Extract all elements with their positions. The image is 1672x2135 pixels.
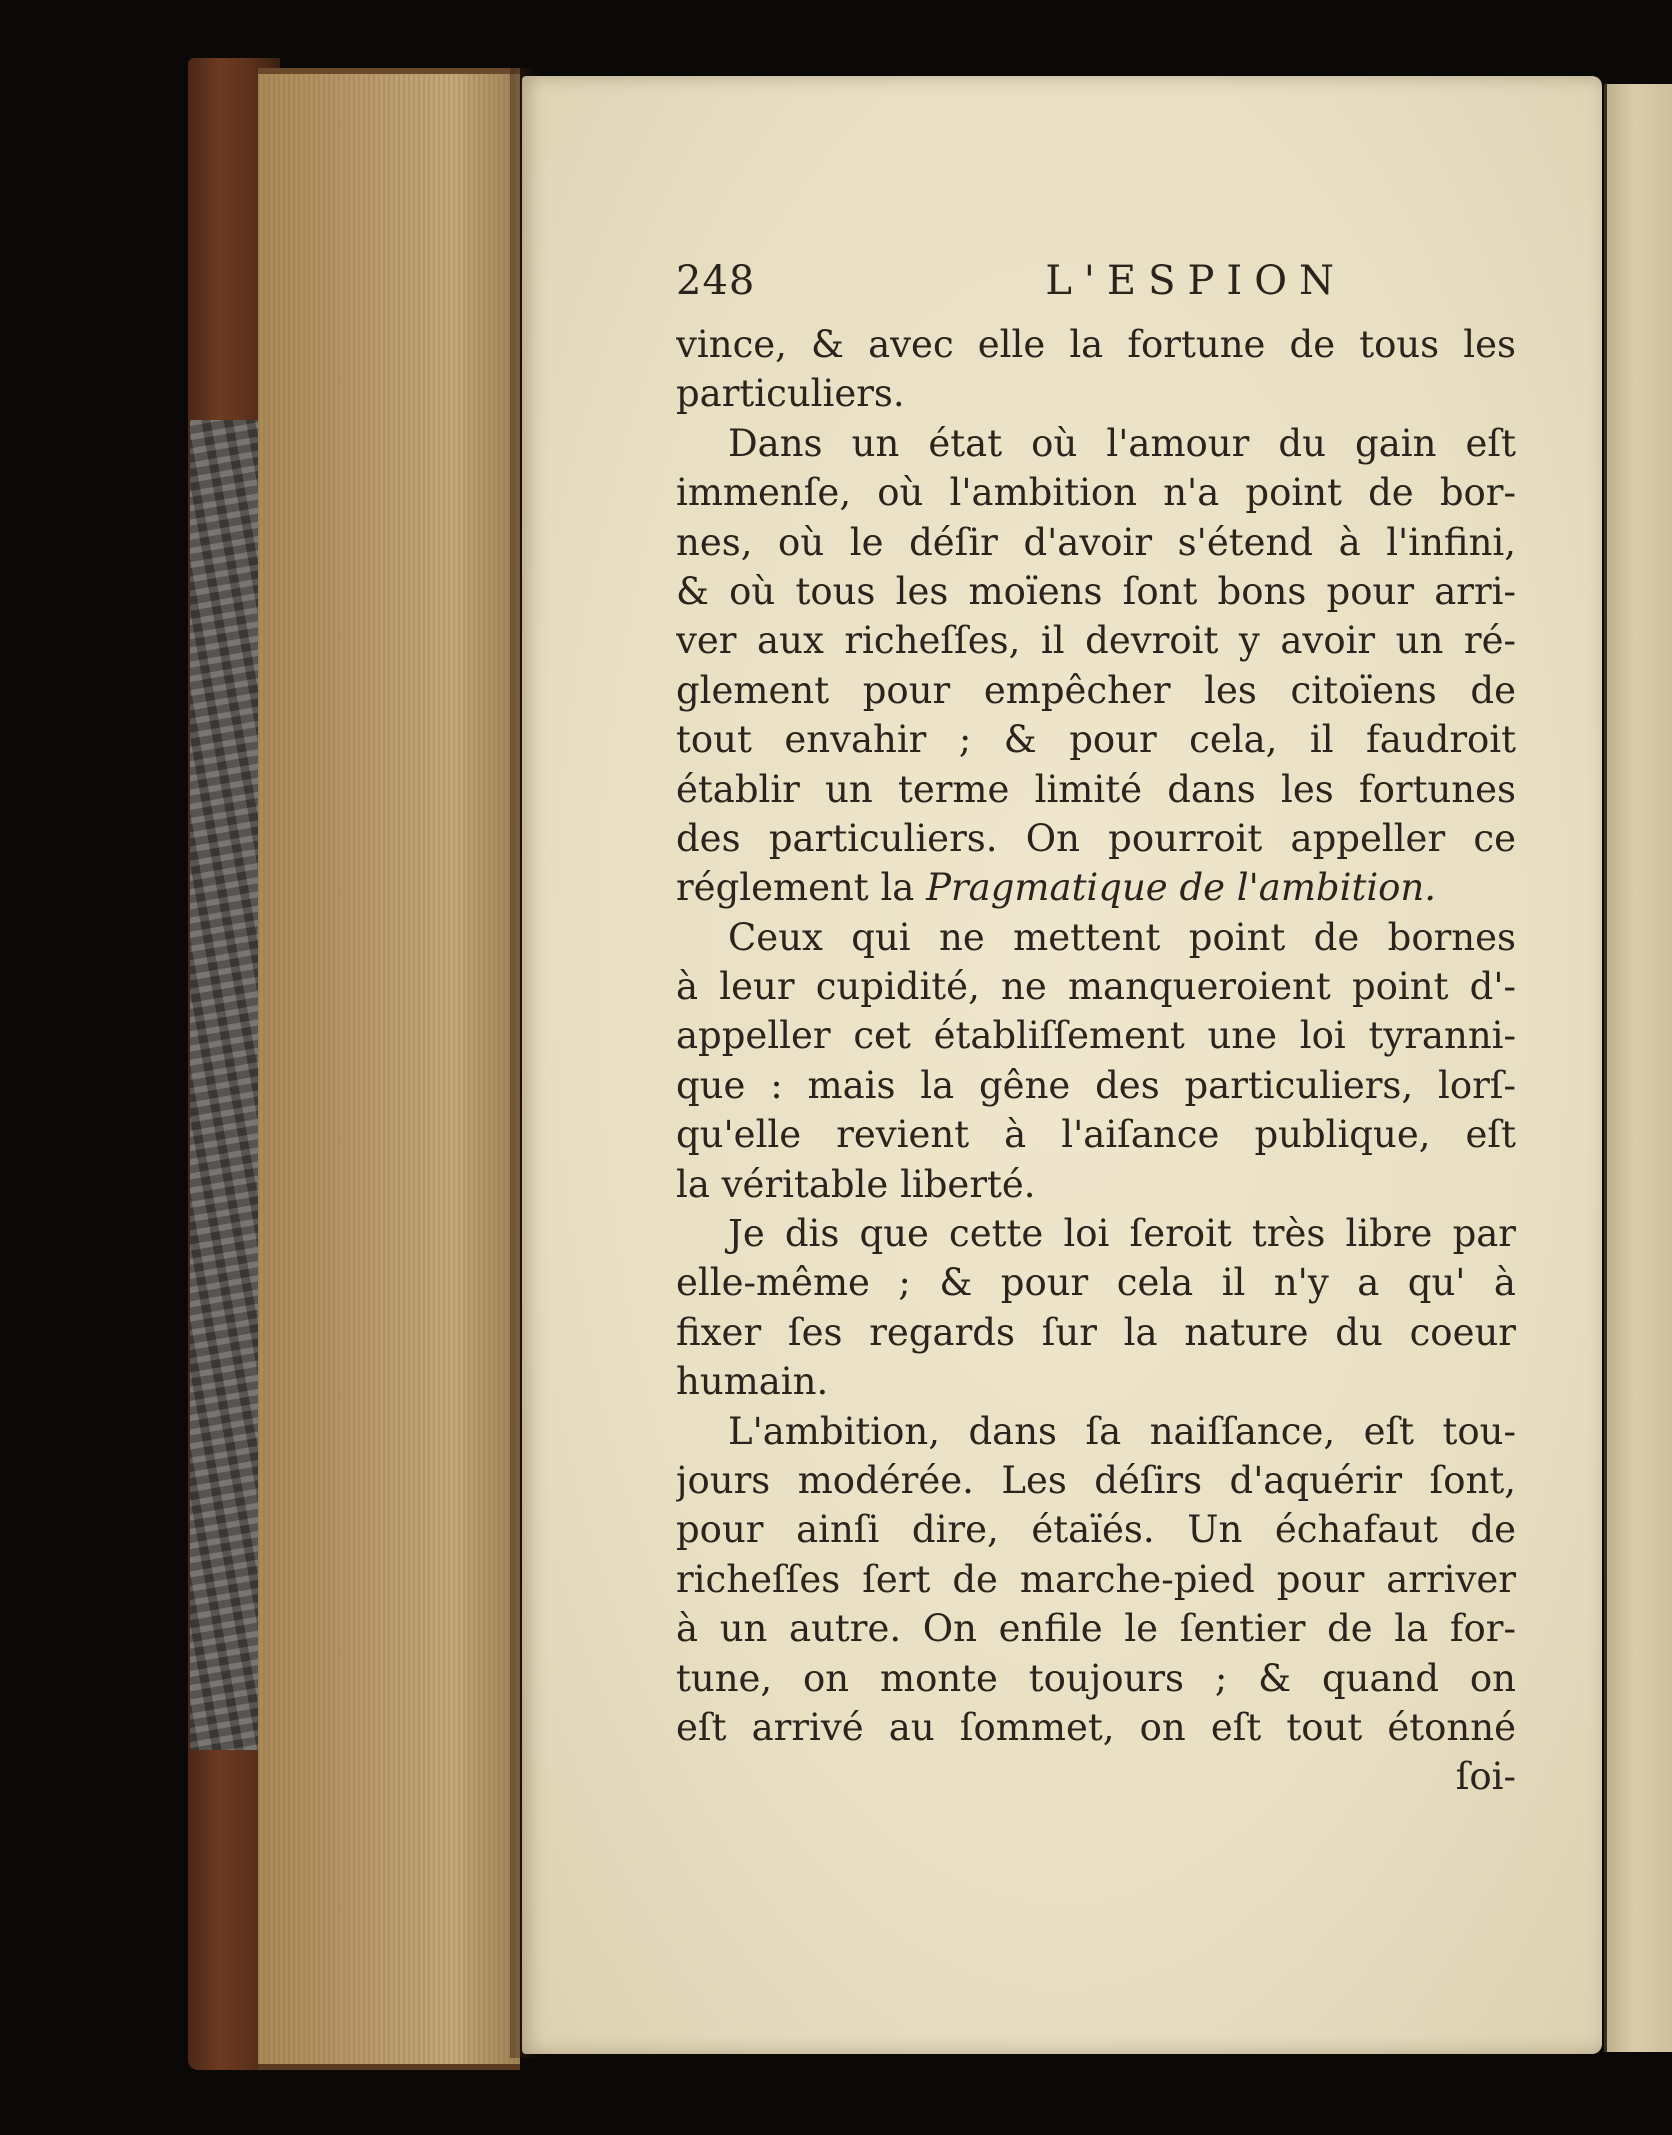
page-number: 248 <box>676 258 756 304</box>
text-line: établir un terme limité dans les fortunes <box>676 767 1516 811</box>
text-line: particuliers. <box>676 372 905 416</box>
text-line: la véritable liberté. <box>676 1162 1036 1206</box>
text-line: que : mais la gêne des particuliers, lorſ- <box>676 1063 1516 1107</box>
text-line: ver aux richeſſes, il devroit y avoir un ré- <box>676 619 1516 663</box>
text-line: tune, on monte toujours ; & quand on <box>676 1656 1516 1700</box>
next-page-edge <box>1604 84 1672 2052</box>
text-line: vince, & avec elle la fortune de tous les <box>676 323 1516 366</box>
text-line: glement pour empêcher les citoïens de <box>676 668 1516 712</box>
text-line: qu'elle revient à l'aiſance publique, eſt <box>676 1113 1516 1157</box>
text-line: appeller cet établiſſement une loi tyranni- <box>676 1014 1516 1058</box>
catchword: ſoi- <box>1455 1755 1516 1799</box>
text-line: richeſſes ſert de marche-pied pour arriver <box>676 1557 1516 1601</box>
text-line: des particuliers. On pourroit appeller ce <box>676 816 1516 860</box>
text-line: L'ambition, dans ſa naiſſance, eſt tou- <box>728 1409 1516 1453</box>
running-title: L'ESPION <box>1045 258 1346 304</box>
text-line: immenſe, où l'ambition n'a point de bor- <box>676 471 1516 515</box>
text-line: nes, où le déſir d'avoir s'étend à l'infini, <box>676 520 1516 564</box>
text-line: eſt arrivé au ſommet, on eſt tout étonné <box>676 1705 1516 1749</box>
text-line: humain. <box>676 1360 829 1404</box>
italic-phrase: Pragmatique de l'ambition. <box>926 866 1437 910</box>
text-line: jours modérée. Les déſirs d'aquérir ſont, <box>676 1458 1516 1502</box>
text-line: Ceux qui ne mettent point de bornes <box>728 915 1516 959</box>
text-line: tout envahir ; & pour cela, il faudroit <box>676 718 1516 762</box>
page-text <box>676 258 1516 1802</box>
text-line-mixed <box>676 863 1516 912</box>
marbled-cover <box>190 420 258 1750</box>
text-line: Je dis que cette loi ſeroit très libre par <box>728 1212 1516 1256</box>
text-line: à leur cupidité, ne manqueroient point d'- <box>676 965 1516 1009</box>
text-line: à un autre. On enfile le ſentier de la for- <box>676 1607 1516 1651</box>
text-line: elle-même ; & pour cela il n'y a qu' à <box>676 1261 1516 1305</box>
page-header <box>676 258 1516 318</box>
text-line: Dans un état où l'amour du gain eſt <box>728 421 1516 465</box>
text-line: pour ainſi dire, étaïés. Un échafaut de <box>676 1508 1516 1552</box>
text-segment: réglement la <box>676 866 927 910</box>
text-line: & où tous les moïens ſont bons pour arri- <box>676 569 1516 613</box>
text-line: fixer ſes regards ſur la nature du coeur <box>676 1310 1516 1354</box>
page-stack-edge <box>258 68 520 2070</box>
